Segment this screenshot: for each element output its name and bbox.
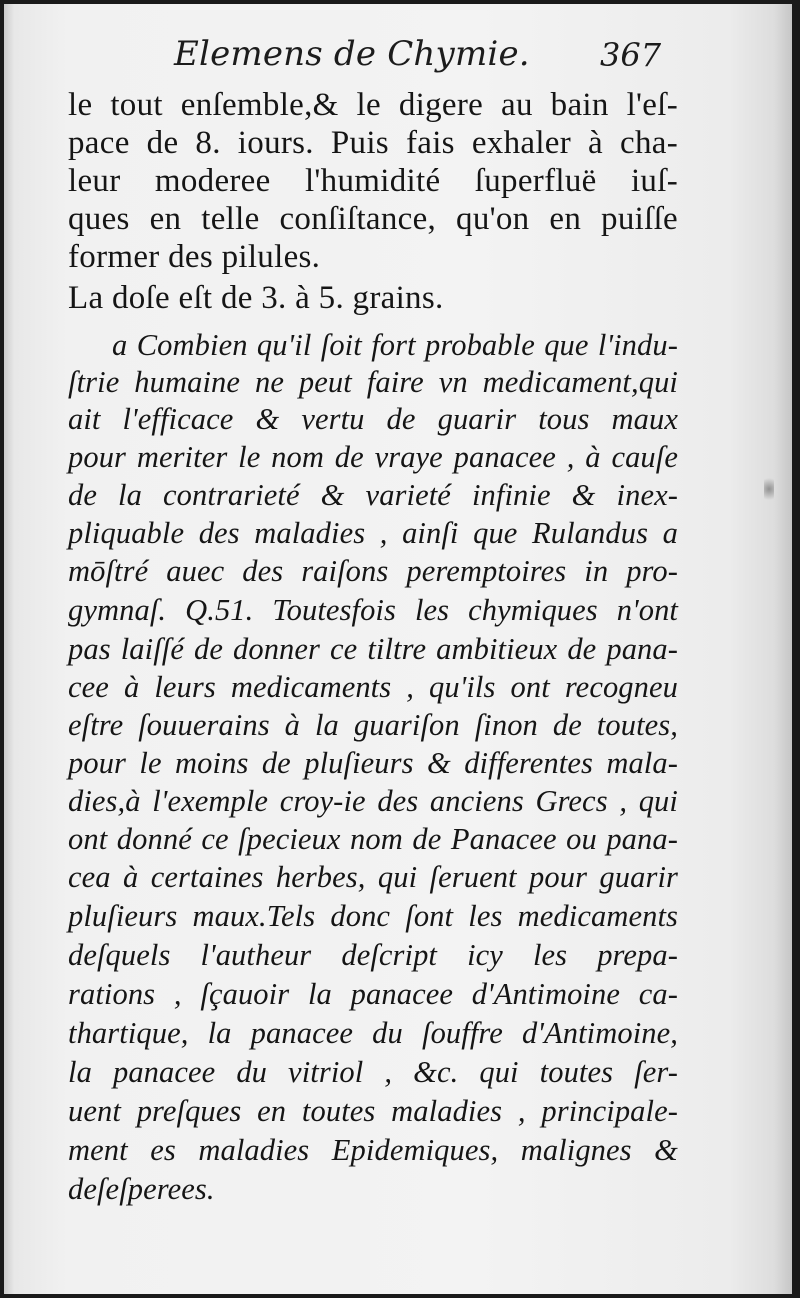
annotation-line: eſtre ſouuerains à la guariſon ſinon de toutes, bbox=[68, 708, 678, 742]
text-line: leur moderee l'humidité ſuperfluë iuſ- bbox=[68, 163, 678, 199]
annotation-line: thartique, la panacee du ſouffre d'Antimoine, bbox=[68, 1016, 678, 1050]
annotation-line: de la contrarieté & varieté infinie & inex- bbox=[68, 478, 678, 512]
gutter-shadow bbox=[4, 4, 14, 1294]
text-line: former des pilules. bbox=[68, 239, 321, 275]
annotation-line: pliquable des maladies , ainſi que Rulandus a bbox=[68, 516, 678, 550]
dose-line: La doſe eſt de 3. à 5. grains. bbox=[68, 280, 444, 316]
annotation-line: pour meriter le nom de vraye panacee , à cauſe bbox=[68, 440, 678, 474]
book-page bbox=[4, 4, 792, 1294]
annotation-line: pluſieurs maux.Tels donc ſont les medicaments bbox=[68, 899, 678, 933]
annotation-line: deſquels l'autheur deſcript icy les prepa- bbox=[68, 938, 678, 972]
annotation-line: ont donné ce ſpecieux nom de Panacee ou pana- bbox=[68, 822, 678, 856]
annotation-line: deſeſperees. bbox=[68, 1172, 215, 1206]
annotation-line: gymnaſ. Q.51. Toutesfois les chymiques n'ont bbox=[68, 593, 678, 627]
text-line: le tout enſemble,& le digere au bain l'eſ- bbox=[68, 87, 678, 123]
text-line: pace de 8. iours. Puis fais exhaler à cha- bbox=[68, 125, 678, 161]
annotation-line: dies,à l'exemple croy-ie des anciens Grecs , qui bbox=[68, 784, 678, 818]
annotation-line: ſtrie humaine ne peut faire vn medicament,qui bbox=[68, 365, 678, 399]
annotation-line: cea à certaines herbes, qui ſeruent pour guarir bbox=[68, 860, 678, 894]
annotation-line: ait l'efficace & vertu de guarir tous maux bbox=[68, 402, 678, 436]
annotation-line: rations , ſçauoir la panacee d'Antimoine ca- bbox=[68, 977, 678, 1011]
annotation-line: pour le moins de pluſieurs & differentes mala- bbox=[68, 746, 678, 780]
annotation-line: cee à leurs medicaments , qu'ils ont recogneu bbox=[68, 670, 678, 704]
ink-blot bbox=[764, 474, 774, 504]
page-edge-shadow bbox=[774, 4, 792, 1294]
annotation-line: uent preſques en toutes maladies , principale- bbox=[68, 1094, 678, 1128]
annotation-line: a Combien qu'il ſoit fort probable que l'indu- bbox=[112, 328, 678, 362]
annotation-line: la panacee du vitriol , &c. qui toutes ſer- bbox=[68, 1055, 678, 1089]
text-line: ques en telle conſiſtance, qu'on en puiſſe bbox=[68, 201, 678, 237]
page-header bbox=[4, 34, 792, 84]
running-head: Elemens de Chymie. bbox=[174, 34, 530, 74]
page-number: 367 bbox=[600, 36, 662, 74]
annotation-line: pas laiſſé de donner ce tiltre ambitieux de pana- bbox=[68, 632, 678, 666]
annotation-line: mōſtré auec des raiſons peremptoires in pro- bbox=[68, 554, 678, 588]
annotation-line: ment es maladies Epidemiques, malignes & bbox=[68, 1133, 678, 1167]
